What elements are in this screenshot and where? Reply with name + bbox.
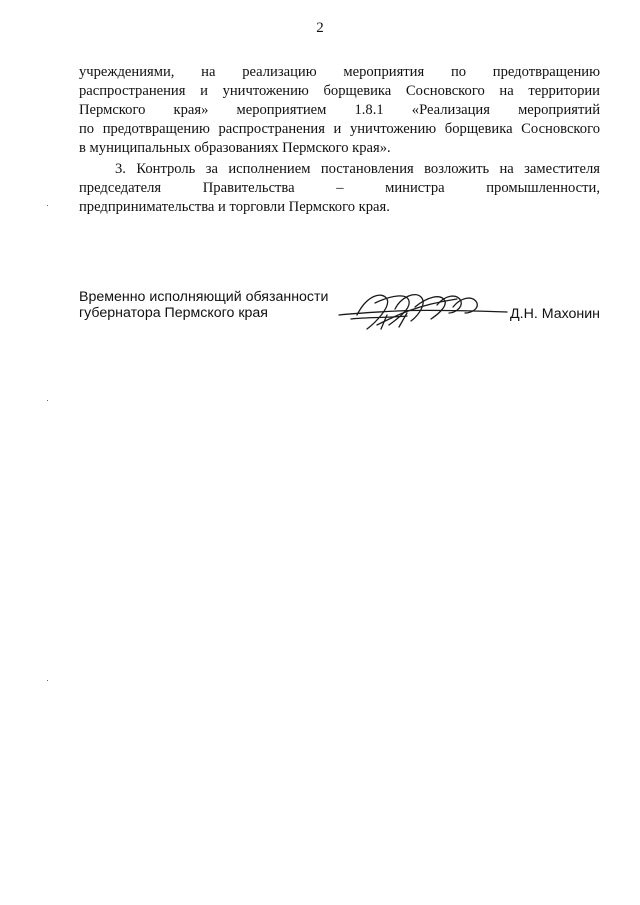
- paragraph-line: распространения и уничтожению борщевика Сосновского на территории: [79, 83, 600, 99]
- paragraph-line: в муниципальных образованиях Пермского края».: [79, 140, 391, 156]
- paragraph-control: [79, 160, 600, 217]
- handwritten-signature: [337, 285, 512, 333]
- signatory-title-line: Временно исполняющий обязанности: [79, 289, 329, 305]
- paragraph-line: по предотвращению распространения и уничтожению борщевика Сосновского: [79, 121, 600, 137]
- scan-artifact: [47, 205, 48, 206]
- paragraph-line: предпринимательства и торговли Пермского края.: [79, 199, 390, 215]
- paragraph-line: Пермского края» мероприятием 1.8.1 «Реализация мероприятий: [79, 102, 600, 118]
- paragraph-line: 3. Контроль за исполнением постановления возложить на заместителя: [115, 161, 600, 177]
- signature-block: [79, 289, 600, 339]
- scan-artifact: [47, 400, 48, 401]
- paragraph-line: учреждениями, на реализацию мероприятия по предотвращению: [79, 64, 600, 80]
- signatory-title: [79, 289, 328, 321]
- paragraph-line: председателя Правительства – министра промышленности,: [79, 180, 600, 196]
- signatory-title-line: губернатора Пермского края: [79, 305, 268, 321]
- scan-artifact: [47, 680, 48, 681]
- paragraph-funding: [79, 63, 600, 158]
- signatory-name: Д.Н. Махонин: [510, 306, 600, 322]
- page-number: 2: [316, 20, 324, 36]
